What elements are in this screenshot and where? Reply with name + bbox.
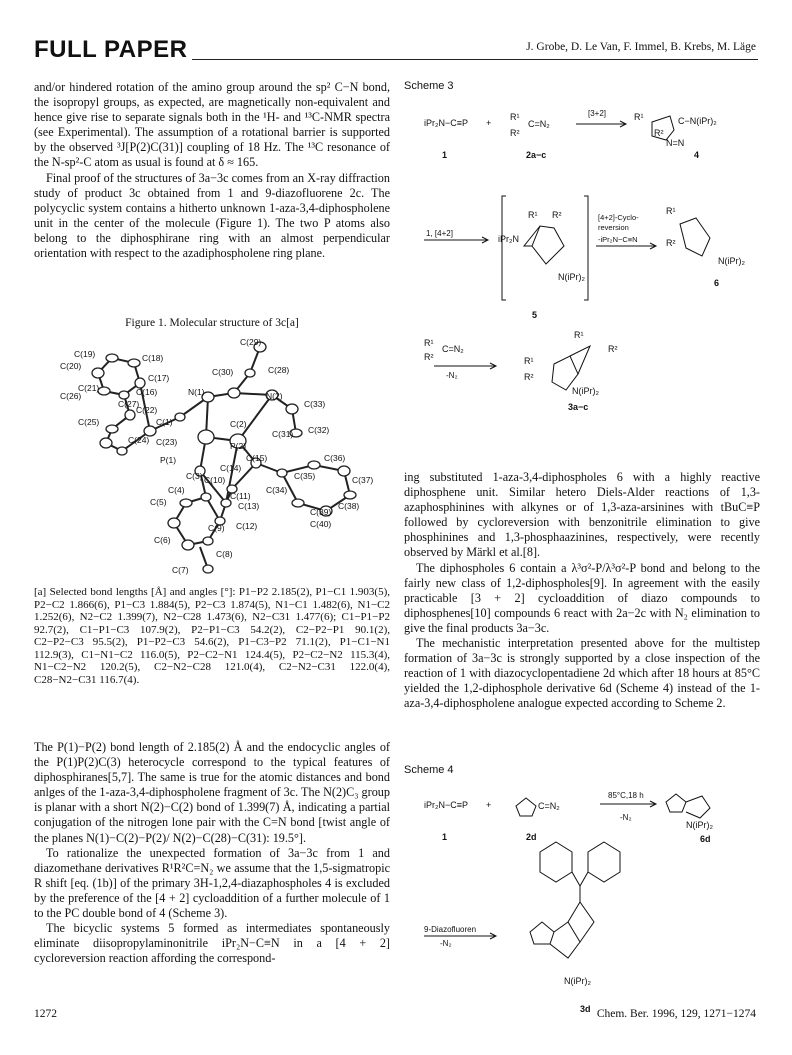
header-authors: J. Grobe, D. Le Van, F. Immel, B. Krebs, M. Läge <box>526 41 756 53</box>
reactant-1: iPr₂N−C≡P <box>424 118 469 128</box>
atom-label: C(7) <box>172 565 189 575</box>
arrow-label: C=N₂ <box>442 344 464 354</box>
figure-legend: [a] Selected bond lengths [Å] and angles [°]: P1−P2 2.185(2), P1−C1 1.903(5), P2−C2 1.866(6), P1−C3 1.884(5), P2−C3 1.874(5), N1−C1 1.482(6), N1−C2 1.252(6), N2−C2 1.399(7), N2−C28 1.473(6), N2−C31 1.477(6); C1−P1−P2 92.7(2), C1−P1−C3 107.9(2), P2−P1−C3 54.2(2), C2−P2−P1 90.1(2), C2−P2−C3 95.5(2), P1−P2−C3 54.6(2), P1−C3−P2 71.1(2), P1−C1−N1 112.9(3), C1−N1−C2 116.0(5), P2−C2−N1 124.4(5), P2−C2−N2 115.3(4), N1−C2−N2 120.2(5), C2−N2−C28 121.0(4), C2−N2−C31 122.0(4), C28−N2−C31 116.7(4). <box>34 586 390 686</box>
right-column-text <box>404 470 760 712</box>
arrow-label: -iPr₂N−C≡N <box>598 235 638 244</box>
amine-group: N(iPr)₂ <box>718 256 745 266</box>
scheme-4-label: Scheme 4 <box>404 764 454 776</box>
section-heading: FULL PAPER <box>34 36 188 63</box>
bracket <box>584 196 588 300</box>
atom-label: C(27) <box>118 399 140 409</box>
atom-label: C(40) <box>310 519 332 529</box>
atom-label: P(1) <box>160 455 177 465</box>
atom-label: C(15) <box>246 453 268 463</box>
amine-group: N(iPr)₂ <box>572 386 599 396</box>
atom-label: C(20) <box>60 361 82 371</box>
arrow-label: -N₂ <box>620 813 632 822</box>
atom-label: C(1) <box>156 417 173 427</box>
atom-label: P(2) <box>230 441 247 451</box>
atom-label: C(34) <box>266 485 288 495</box>
molecular-structure-figure <box>60 333 390 583</box>
diphospholene-ring <box>552 356 578 390</box>
atom-label: C(31) <box>272 429 294 439</box>
atom-label: C(36) <box>324 453 346 463</box>
substituent-r2: R² <box>424 352 434 362</box>
arrow-label: [4+2]-Cyclo- <box>598 213 639 222</box>
atom-label: C(6) <box>154 535 171 545</box>
atom-label: C(32) <box>308 425 330 435</box>
left-column-top <box>34 80 390 261</box>
diazo-group: C=N₂ <box>528 119 550 129</box>
cyclopentadiene-ring <box>666 794 686 812</box>
atom-label: C(5) <box>150 497 167 507</box>
atom-label: C(4) <box>168 485 185 495</box>
paragraph: ing substituted 1-aza-3,4-diphospholes 6 with a highly reactive diphosphene unit. Similar hetero Diels-Alder reactions of 1,3-azaphosphinines with alkynes or of 1,3-aza-arsinines with tBuC≡P followed by cycloreversion with benzonitrile elimination to give phosphinines and 1,3-phosphaazinines, respectively, were recently observed by Märkl et al.[8]. <box>404 470 760 560</box>
compound-label: 6d <box>700 834 711 844</box>
atom-label: C(2) <box>230 419 247 429</box>
atom-label: C(18) <box>142 353 164 363</box>
diphosphirane-ring <box>568 886 594 942</box>
diazo-group: C=N₂ <box>538 801 560 811</box>
atom-label: C(38) <box>338 501 360 511</box>
arrow-label: reversion <box>598 223 629 232</box>
substituent-r1: R¹ <box>510 112 520 122</box>
atom-label: C(19) <box>74 349 96 359</box>
atom-label: C(10) <box>204 475 226 485</box>
compound-label: 4 <box>694 150 700 160</box>
atom-label: C(17) <box>148 373 170 383</box>
header-rule <box>192 59 758 60</box>
scheme-4-diagram <box>404 782 760 1022</box>
arrow-label: -N₂ <box>446 371 458 380</box>
atom-label: C(23) <box>156 437 178 447</box>
atom-label: C(33) <box>304 399 326 409</box>
paragraph: and/or hindered rotation of the amino group around the sp² C−N bond, the isopropyl groups, as expected, are magnetically non-equivalent and hence give rise to separate signals both in the ¹H- and ¹³C-NMR spectra (see Experimental). The assumption of a rotational barrier is supported by the observed ³J[P(2)C(31)] coupling of 18 Hz. The ¹³C resonance of the N-sp²-C atom as usual is found at δ ≈ 165. <box>34 80 390 170</box>
substituent-r1: R¹ <box>524 356 534 366</box>
substituent-r2: R² <box>524 372 534 382</box>
paragraph: Final proof of the structures of 3a−3c comes from an X-ray diffraction study of product 3c obtained from 1 and 9-diazofluorene 2c. The polycyclic system contains a hitherto unknown 1-aza-3,4-diphospholene unit in the center of the molecule (Figure 1). The two P atoms also belong to the diphosphirane ring with an almost perpendicular orientation with respect to the azadiphospholene ring plane. <box>34 170 390 261</box>
bicycle-ring <box>532 226 564 264</box>
atom-label: C(39) <box>310 507 332 517</box>
atom-label: C(37) <box>352 475 374 485</box>
fluorene-bridge <box>572 872 588 886</box>
compound-label: 6 <box>714 278 720 288</box>
substituent-r1: R¹ <box>634 112 644 122</box>
atom-label: C(16) <box>136 387 158 397</box>
atom-label: C(3) <box>186 471 203 481</box>
amine-group: iPr₂N <box>498 234 519 244</box>
fluorene-ring-left <box>540 842 572 882</box>
left-column-bottom <box>34 740 390 966</box>
atom-label: C(14) <box>220 463 242 473</box>
compound-label: 5 <box>532 310 538 320</box>
diphosphole-ring <box>686 796 710 818</box>
paragraph: The bicyclic systems 5 formed as intermediates spontaneously eliminate diisopropylaminonitrile iPr₂N−C≡N in a [4 + 2] cycloreversion reaction affording the correspond- <box>34 921 390 966</box>
arrow-label: 85°C,18 h <box>608 791 644 800</box>
diphosphole-ring <box>680 218 710 256</box>
atom-label: C(13) <box>238 501 260 511</box>
diphospholene-ring <box>550 922 580 958</box>
scheme-3-label: Scheme 3 <box>404 80 454 92</box>
substituent-r2: R² <box>608 344 618 354</box>
atom-labels <box>60 337 373 575</box>
arrow-label: -N₂ <box>440 939 452 948</box>
substituent-r1: R¹ <box>424 338 434 348</box>
compound-label: 3a−c <box>568 402 589 412</box>
substituent-r2: R² <box>654 128 664 138</box>
plus-sign: + <box>486 118 492 128</box>
atom-label: C(26) <box>60 391 82 401</box>
figure-caption: Figure 1. Molecular structure of 3c[a] <box>125 317 299 329</box>
bicycle-bridge <box>524 226 540 246</box>
paragraph: To rationalize the unexpected formation of 3a−3c from 1 and diazomethane derivatives R¹R²C=N₂ we assume that the 1,5-sigmatropic R shift [eq. (1b)] of the primary 3H-1,2,4-diazaphospholes 4 is excluded by the preference of the [4 + 2] cycloaddition of a further molecule of 1 to the PC double bond of 4 (Scheme 3). <box>34 845 390 921</box>
atom-label: C(25) <box>78 417 100 427</box>
plus-sign: + <box>486 800 492 810</box>
reaction-arrow <box>600 801 656 807</box>
cyclopentadiene-ring <box>530 922 554 944</box>
substituent-r2: R² <box>666 238 676 248</box>
amine-group: N(iPr)₂ <box>686 820 713 830</box>
atom-label: C(24) <box>128 435 150 445</box>
reactant-1: iPr₂N−C≡P <box>424 800 469 810</box>
atom-label: C(29) <box>240 337 262 347</box>
substituent-r1: R¹ <box>574 330 584 340</box>
atom-label: C(8) <box>216 549 233 559</box>
arrow-label: [3+2] <box>588 109 607 118</box>
reaction-arrow <box>576 121 626 127</box>
substituent-r1: R¹ <box>528 210 538 220</box>
fluorene-ring-right <box>588 842 620 882</box>
atom-label: C(21) <box>78 383 100 393</box>
atom-label: C(9) <box>208 523 225 533</box>
arrow-label: 9-Diazofluoren <box>424 925 477 934</box>
substituent-r1: R¹ <box>666 206 676 216</box>
substituent-r2: R² <box>510 128 520 138</box>
atom-label: C(35) <box>294 471 316 481</box>
compound-label: 3d <box>580 1004 591 1014</box>
arrow-label: 1, [4+2] <box>426 229 453 238</box>
azo-group: N=N <box>666 138 685 148</box>
paragraph: The mechanistic interpretation presented above for the multistep formation of 3a−3c is strongly supported by a close inspection of the reaction of 1 with diazocyclopentadiene 2d which after 18 hours at 85°C yielded the 1,2-diphosphole derivative 6d (Scheme 4) instead of the 1-aza-3,4-diphospholene analogue expected according to Scheme 2. <box>404 636 760 711</box>
cyclopentadiene-ring <box>516 798 536 816</box>
atom-label: C(30) <box>212 367 234 377</box>
atom-label: N(2) <box>266 391 283 401</box>
compound-label: 1 <box>442 832 448 842</box>
atom-label: C(28) <box>268 365 290 375</box>
journal-citation: Chem. Ber. 1996, 129, 1271−1274 <box>596 1008 756 1020</box>
paragraph: The diphospholes 6 contain a λ³σ²-P/λ³σ²-P bond and belong to the fairly new class of 1,2-diphospholes[9]. In agreement with the easily practicable [3 + 2] cycloaddition of diazo compounds to diphosphenes[10] compounds 6 react with 2a−2c with N₂ elimination to give the final products 3a−3c. <box>404 560 760 635</box>
compound-label: 2d <box>526 832 537 842</box>
page-number: 1272 <box>34 1008 57 1020</box>
compound-label: 2a−c <box>526 150 547 160</box>
substituent-r2: R² <box>552 210 562 220</box>
compound-label: 1 <box>442 150 448 160</box>
product-4-group: C−N(iPr)₂ <box>678 116 717 126</box>
paragraph: The P(1)−P(2) bond length of 2.185(2) Å and the endocyclic angles of the P(1)P(2)C(3) heterocycle correspond to the typical features of diphosphiranes[5,7]. The same is true for the atomic distances and bond anlges of the 1-aza-3,4-diphospholene fragment of 3c. The N(2)C₃ group is planar with a short N(2)−C(2) bond of 1.399(7) Å, indicating a partial conjugation of the nitrogen lone pair with the C=N bond [twist angle of the planes N(1)−C(2)−P(2)/ N(2)−C(28)−C(31): 19.5°]. <box>34 740 390 845</box>
atom-label: C(12) <box>236 521 258 531</box>
scheme-3-diagram <box>404 96 760 446</box>
atom-label: C(22) <box>136 405 158 415</box>
atom-label: C(11) <box>230 491 251 501</box>
reaction-arrow <box>434 363 496 369</box>
diphosphirane-ring <box>570 346 590 374</box>
amine-group: N(iPr)₂ <box>558 272 585 282</box>
amine-group: N(iPr)₂ <box>564 976 591 986</box>
atom-label: N(1) <box>188 387 205 397</box>
bracket <box>502 196 506 300</box>
